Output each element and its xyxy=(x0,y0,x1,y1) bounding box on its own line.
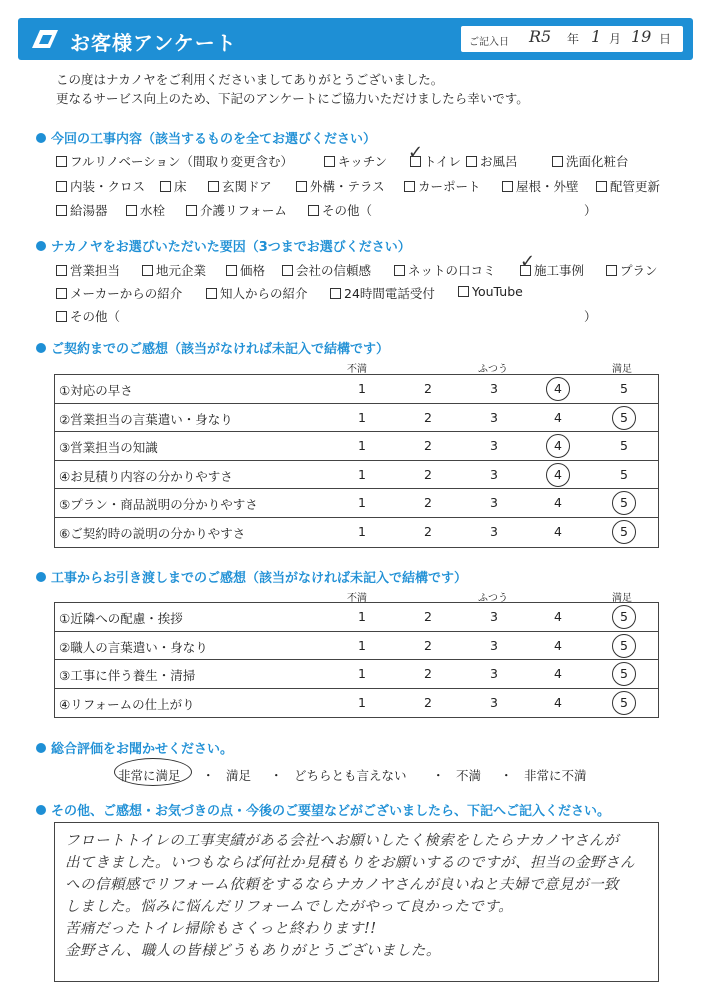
rating-option-1[interactable]: 1 xyxy=(358,609,366,624)
separator-dot: ・ xyxy=(432,768,445,783)
q5-title: 総合評価をお聞かせください。 xyxy=(36,738,233,757)
bullet-icon xyxy=(36,743,46,753)
q4-row-label: ④リフォームの仕上がり xyxy=(59,696,195,712)
q1-option[interactable]: 介護リフォーム xyxy=(186,201,287,219)
date-day-unit: 日 xyxy=(659,32,672,46)
q3-row xyxy=(55,404,658,433)
rating-option-3[interactable]: 3 xyxy=(490,637,498,653)
rating-option-1[interactable]: 1 xyxy=(358,409,366,425)
scale-low-label: 不満 xyxy=(347,364,367,375)
q4-row xyxy=(55,689,658,718)
comment-line: しました。悩みに悩んだリフォームでしたがやって良かったです。 xyxy=(65,899,514,915)
checkbox-icon xyxy=(56,288,67,299)
separator-dot: ・ xyxy=(500,768,513,783)
q4-row-label: ①近隣への配慮・挨拶 xyxy=(59,611,183,626)
rating-option-4[interactable]: 4 xyxy=(554,609,562,624)
q1-option[interactable]: 床 xyxy=(160,177,187,195)
q2-option[interactable]: 営業担当 xyxy=(56,261,120,279)
intro-line-1: この度はナカノヤをご利用くださいましてありがとうございました。 xyxy=(56,72,444,87)
date-day: 19 xyxy=(631,27,652,46)
rating-option-4[interactable]: 4 xyxy=(554,381,562,396)
rating-option-3[interactable]: 3 xyxy=(490,438,498,454)
q1-other-close: ） xyxy=(584,203,597,218)
rating-option-3[interactable]: 3 xyxy=(490,495,498,511)
rating-option-2[interactable]: 2 xyxy=(424,466,432,482)
rating-option-5[interactable]: 5 xyxy=(620,694,628,710)
q1-option[interactable]: カーポート xyxy=(404,177,481,195)
bullet-icon xyxy=(36,572,46,582)
checkbox-icon xyxy=(56,265,67,276)
q4-row xyxy=(55,660,658,689)
checkbox-icon xyxy=(56,311,67,322)
rating-option-5[interactable]: 5 xyxy=(620,381,628,396)
checkbox-icon xyxy=(56,156,67,167)
checkbox-icon xyxy=(160,181,171,192)
rating-option-1[interactable]: 1 xyxy=(358,466,366,482)
q1-title: 今回の工事内容（該当するものを全てお選びください） xyxy=(36,128,376,147)
selected-circle-mark xyxy=(612,605,636,629)
separator-dot: ・ xyxy=(270,768,283,783)
rating-option-3[interactable]: 3 xyxy=(490,523,498,539)
checkbox-icon xyxy=(458,286,469,297)
rating-option-1[interactable]: 1 xyxy=(358,495,366,511)
rating-option-3[interactable]: 3 xyxy=(490,666,498,682)
nakanoya-logo-icon xyxy=(30,28,60,50)
q3-row xyxy=(55,518,658,547)
checkbox-icon xyxy=(606,265,617,276)
scale-high-label: 満足 xyxy=(612,593,632,604)
q2-option[interactable]: 24時間電話受付 xyxy=(330,284,435,302)
rating-option-5[interactable]: 5 xyxy=(620,666,628,682)
checkbox-icon xyxy=(596,181,607,192)
checkbox-icon xyxy=(324,156,335,167)
q1-option[interactable]: 洗面化粧台 xyxy=(552,152,629,170)
overall-option-very-dissatisfied[interactable]: 非常に不満 xyxy=(524,768,587,783)
overall-option-dissatisfied[interactable]: 不満 xyxy=(456,768,482,783)
rating-option-4[interactable]: 4 xyxy=(554,409,562,425)
rating-option-1[interactable]: 1 xyxy=(358,381,366,396)
selected-circle-mark xyxy=(612,491,636,515)
q1-option-other[interactable]: その他（ xyxy=(308,201,372,219)
q4-title: 工事からお引き渡しまでのご感想（該当がなければ未記入で結構です） xyxy=(36,567,467,586)
rating-option-5[interactable]: 5 xyxy=(620,438,628,454)
date-era: R5 xyxy=(529,27,552,46)
q1-option[interactable]: 内装・クロス xyxy=(56,177,145,195)
q2-option[interactable]: 価格 xyxy=(226,261,265,279)
q1-option[interactable]: 外構・テラス xyxy=(296,177,385,195)
overall-option-satisfied[interactable]: 満足 xyxy=(226,768,252,783)
checkbox-icon xyxy=(282,265,293,276)
rating-option-3[interactable]: 3 xyxy=(490,409,498,425)
q3-row-label: ③営業担当の知識 xyxy=(59,440,158,456)
selected-circle-mark xyxy=(546,377,570,401)
checkbox-icon xyxy=(394,265,405,276)
q2-option-other[interactable]: その他（ xyxy=(56,307,120,325)
rating-option-4[interactable]: 4 xyxy=(554,666,562,682)
q4-table xyxy=(54,602,659,718)
q2-option[interactable]: YouTube xyxy=(458,284,523,299)
q2-option[interactable]: 地元企業 xyxy=(142,261,206,279)
rating-option-1[interactable]: 1 xyxy=(358,694,366,710)
q2-option-checked[interactable]: 施工事例 xyxy=(520,261,584,279)
rating-option-2[interactable]: 2 xyxy=(424,381,432,396)
comment-line: への信頼感でリフォーム依頼をするならナカノヤさんが良いねと夫婦で意見が一致 xyxy=(65,877,619,893)
rating-option-3[interactable]: 3 xyxy=(490,694,498,710)
scale-low-label: 不満 xyxy=(347,593,367,604)
q3-row-label: ⑤プラン・商品説明の分かりやすさ xyxy=(59,497,258,513)
comment-line: 苦痛だったトイレ掃除もさくっと終わります!! xyxy=(65,921,377,937)
q6-title: その他、ご感想・お気づきの点・今後のご要望などがございましたら、下記へご記入ください。 xyxy=(36,800,610,819)
rating-option-1[interactable]: 1 xyxy=(358,637,366,653)
rating-option-3[interactable]: 3 xyxy=(490,609,498,624)
q3-row-label: ④お見積り内容の分かりやすさ xyxy=(59,468,233,484)
q3-row xyxy=(55,489,658,518)
q4-row xyxy=(55,603,658,632)
checkbox-icon xyxy=(186,205,197,216)
checkbox-icon xyxy=(56,181,67,192)
checkbox-icon xyxy=(208,181,219,192)
q3-title: ご契約までのご感想（該当がなければ未記入で結構です） xyxy=(36,338,389,357)
rating-option-5[interactable]: 5 xyxy=(620,466,628,482)
q1-option[interactable]: 配管更新 xyxy=(596,177,660,195)
rating-option-4[interactable]: 4 xyxy=(554,523,562,539)
rating-option-1[interactable]: 1 xyxy=(358,666,366,682)
selected-circle-mark xyxy=(546,434,570,458)
q4-row xyxy=(55,632,658,661)
bullet-icon xyxy=(36,805,46,815)
rating-option-4[interactable]: 4 xyxy=(554,466,562,482)
q2-option[interactable]: メーカーからの紹介 xyxy=(56,284,182,302)
checkmark-icon: ✓ xyxy=(520,251,536,272)
checkbox-icon xyxy=(308,205,319,216)
page-title: お客様アンケート xyxy=(70,31,237,55)
rating-option-2[interactable]: 2 xyxy=(424,666,432,682)
bullet-icon xyxy=(36,133,46,143)
rating-option-4[interactable]: 4 xyxy=(554,495,562,511)
q3-row xyxy=(55,432,658,461)
rating-option-3[interactable]: 3 xyxy=(490,381,498,396)
q3-row-label: ⑥ご契約時の説明の分かりやすさ xyxy=(59,525,246,541)
checkbox-icon xyxy=(126,205,137,216)
q3-row-label: ②営業担当の言葉遣い・身なり xyxy=(59,411,233,427)
selected-circle-mark xyxy=(546,463,570,487)
selected-circle-mark xyxy=(612,662,636,686)
checkbox-icon xyxy=(404,181,415,192)
q2-option[interactable]: 知人からの紹介 xyxy=(206,284,308,302)
scale-mid-label: ふつう xyxy=(478,593,508,604)
date-label: ご記入日 xyxy=(469,37,509,48)
rating-option-2[interactable]: 2 xyxy=(424,495,432,511)
rating-option-5[interactable]: 5 xyxy=(620,495,628,511)
rating-option-5[interactable]: 5 xyxy=(620,409,628,425)
q1-option[interactable]: キッチン xyxy=(324,152,387,170)
rating-option-4[interactable]: 4 xyxy=(554,637,562,653)
q3-row xyxy=(55,375,658,404)
selected-circle-mark xyxy=(612,691,636,715)
selected-circle-mark xyxy=(612,406,636,430)
checkbox-icon xyxy=(552,156,563,167)
rating-option-2[interactable]: 2 xyxy=(424,637,432,653)
q1-option[interactable]: 玄関ドア xyxy=(208,177,272,195)
rating-option-2[interactable]: 2 xyxy=(424,694,432,710)
checkbox-icon xyxy=(56,205,67,216)
selected-circle-mark xyxy=(612,634,636,658)
q3-row-label: ①対応の早さ xyxy=(59,383,133,398)
rating-option-5[interactable]: 5 xyxy=(620,609,628,624)
q3-row xyxy=(55,461,658,490)
checkbox-icon xyxy=(466,156,477,167)
selected-circle-mark xyxy=(612,520,636,544)
bullet-icon xyxy=(36,241,46,251)
rating-option-2[interactable]: 2 xyxy=(424,523,432,539)
comment-line: 出てきました。いつもならば何社か見積もりをお願いするのですが、担当の金野さん xyxy=(65,855,635,871)
q2-title: ナカノヤをお選びいただいた要因（3つまでお選びください） xyxy=(36,236,411,255)
checkbox-icon xyxy=(330,288,341,299)
q2-option[interactable]: ネットの口コミ xyxy=(394,261,496,279)
rating-option-4[interactable]: 4 xyxy=(554,694,562,710)
date-month: 1 xyxy=(591,27,602,46)
q4-row-label: ③工事に伴う養生・清掃 xyxy=(59,668,196,684)
bullet-icon xyxy=(36,343,46,353)
rating-option-1[interactable]: 1 xyxy=(358,523,366,539)
q1-option[interactable]: フルリノベーション（間取り変更含む） xyxy=(56,152,293,170)
rating-option-2[interactable]: 2 xyxy=(424,409,432,425)
q1-option[interactable]: 屋根・外壁 xyxy=(502,177,579,195)
q3-table xyxy=(54,374,659,548)
comment-line: フロートトイレの工事実績がある会社へお願いしたく検索をしたらナカノヤさんが xyxy=(65,833,619,849)
overall-option-very-satisfied[interactable]: 非常に満足 xyxy=(118,768,181,783)
rating-option-1[interactable]: 1 xyxy=(358,438,366,454)
checkbox-icon xyxy=(206,288,217,299)
intro-line-2: 更なるサービス向上のため、下記のアンケートにご協力いただけましたら幸いです。 xyxy=(56,91,529,106)
rating-option-4[interactable]: 4 xyxy=(554,438,562,454)
date-year-unit: 年 xyxy=(567,32,580,46)
checkbox-icon xyxy=(226,265,237,276)
q2-option[interactable]: 会社の信頼感 xyxy=(282,261,371,279)
rating-option-5[interactable]: 5 xyxy=(620,523,628,539)
rating-option-5[interactable]: 5 xyxy=(620,637,628,653)
q1-option[interactable]: 給湯器 xyxy=(56,201,108,219)
q2-option[interactable]: プラン xyxy=(606,261,658,279)
overall-option-neutral[interactable]: どちらとも言えない xyxy=(294,768,407,783)
rating-option-2[interactable]: 2 xyxy=(424,609,432,624)
checkbox-icon xyxy=(296,181,307,192)
checkmark-icon: ✓ xyxy=(408,142,424,163)
scale-mid-label: ふつう xyxy=(478,364,508,375)
q1-option[interactable]: 水栓 xyxy=(126,201,165,219)
date-month-unit: 月 xyxy=(609,32,622,46)
q4-row-label: ②職人の言葉遣い・身なり xyxy=(59,639,208,655)
rating-option-3[interactable]: 3 xyxy=(490,466,498,482)
date-field[interactable] xyxy=(461,26,683,52)
rating-option-2[interactable]: 2 xyxy=(424,438,432,454)
checkbox-icon xyxy=(142,265,153,276)
header-bar xyxy=(18,18,693,60)
checkbox-icon xyxy=(502,181,513,192)
comment-box[interactable] xyxy=(54,822,659,982)
comment-line: 金野さん、職人の皆様どうもありがとうございました。 xyxy=(65,943,441,959)
separator-dot: ・ xyxy=(202,768,215,783)
scale-high-label: 満足 xyxy=(612,364,632,375)
q1-option-checked[interactable]: トイレ xyxy=(410,152,461,170)
q1-option[interactable]: お風呂 xyxy=(466,152,518,170)
q2-other-close: ） xyxy=(584,309,597,324)
